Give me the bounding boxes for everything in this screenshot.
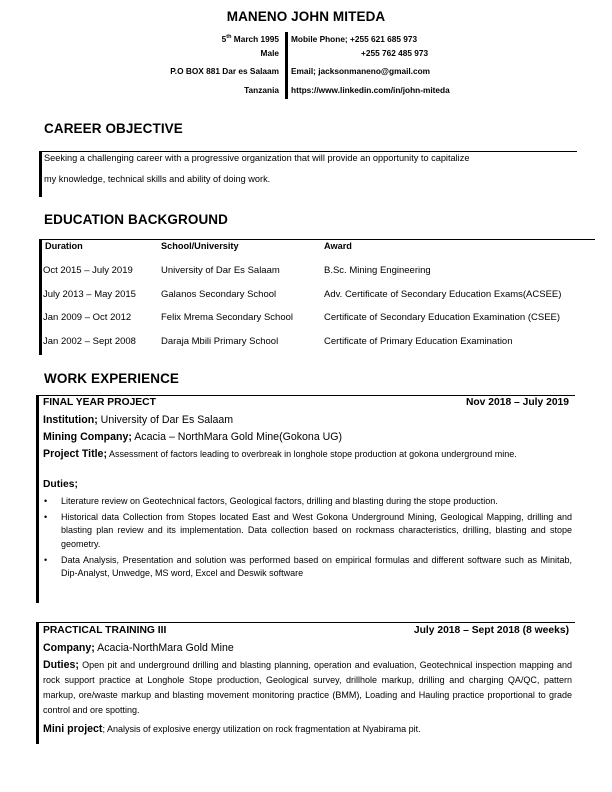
job-company: Mining Company; Acacia – NorthMara Gold Mine(Gokona UG) bbox=[43, 431, 343, 443]
job-dates: July 2018 – Sept 2018 (8 weeks) bbox=[413, 625, 569, 636]
job-practical-training bbox=[36, 622, 575, 744]
education-title: EDUCATION BACKGROUND bbox=[44, 212, 228, 227]
email[interactable]: Email; jacksonmaneno@gmail.com bbox=[291, 66, 431, 76]
table-row-award: Adv. Certificate of Secondary Education Exams(ACSEE) bbox=[324, 289, 562, 300]
table-row-duration: Oct 2015 – July 2019 bbox=[43, 265, 133, 276]
list-item: • Literature review on Geotechnical factors, Geological factors, drilling and blasting during the stope production. bbox=[43, 495, 572, 508]
date-of-birth: 5th March 1995 bbox=[221, 34, 279, 44]
table-row-duration: Jan 2009 – Oct 2012 bbox=[43, 312, 132, 323]
job-title: PRACTICAL TRAINING III bbox=[43, 625, 167, 636]
career-objective-box bbox=[39, 151, 577, 197]
career-objective-title: CAREER OBJECTIVE bbox=[44, 121, 183, 136]
table-row-school: Felix Mrema Secondary School bbox=[161, 312, 293, 323]
job-duties-label: Duties; bbox=[43, 479, 78, 490]
mobile-phone: Mobile Phone; +255 621 685 973 bbox=[291, 34, 418, 44]
list-item: • Historical data Collection from Stopes located East and West Gokona Underground Mining, Geological Mapping, drilling and blasting plan review and its implementation. Data collection based on rockmass characteristics, drilling, blasting and stope geometry. bbox=[43, 511, 572, 551]
job-dates: Nov 2018 – July 2019 bbox=[465, 397, 569, 408]
table-row-school: Galanos Secondary School bbox=[161, 289, 277, 300]
table-row-school: Daraja Mbili Primary School bbox=[161, 336, 279, 347]
table-row-award: Certificate of Primary Education Examination bbox=[324, 336, 513, 347]
work-experience-title: WORK EXPERIENCE bbox=[44, 371, 180, 386]
job-duties-list bbox=[43, 495, 572, 583]
job-institution: Institution; University of Dar Es Salaam bbox=[43, 414, 234, 426]
table-row-award: Certificate of Secondary Education Examination (CSEE) bbox=[324, 312, 561, 323]
column-header-school: School/University bbox=[161, 241, 239, 251]
job-final-year-project bbox=[36, 395, 575, 603]
column-header-duration: Duration bbox=[45, 241, 83, 251]
table-row-duration: July 2013 – May 2015 bbox=[43, 289, 136, 300]
postal-address: P.O BOX 881 Dar es Salaam bbox=[170, 66, 279, 76]
country: Tanzania bbox=[244, 85, 279, 95]
job-title: FINAL YEAR PROJECT bbox=[43, 397, 156, 408]
linkedin-link[interactable]: https://www.linkedin.com/in/john-miteda bbox=[291, 85, 450, 95]
education-table bbox=[39, 239, 595, 355]
column-header-award: Award bbox=[324, 241, 352, 251]
list-item: • Data Analysis, Presentation and solution was performed based on empirical formulas and different software such as Minitab, Dip-Analyst, Unwedge, MS word, Excel and Deswik software bbox=[43, 554, 572, 580]
candidate-name: MANENO JOHN MITEDA bbox=[226, 9, 386, 24]
table-row-award: B.Sc. Mining Engineering bbox=[324, 265, 431, 276]
gender: Male bbox=[260, 48, 279, 58]
job-mini-project: Mini project; Analysis of explosive energy utilization on rock fragmentation at Nyabirama pit. bbox=[43, 723, 421, 735]
career-objective-line-1: Seeking a challenging career with a progressive organization that will provide an opportunity to capitalize bbox=[44, 153, 470, 163]
table-row-duration: Jan 2002 – Sept 2008 bbox=[43, 336, 136, 347]
mobile-phone-2: +255 762 485 973 bbox=[361, 48, 429, 58]
job-duties: Duties; Open pit and underground drilling and blasting planning, operation and evaluation, Geotechnical inspection mapping and rock support practice at Longhole Stope production, Geological survey, drillhole markup, drilling and charging QA/QC, pattern markup, ore/waste markup and blasting movement monitoring practice (BMM), Loading and Hauling practice proportional to grade control and ore spotting. bbox=[43, 659, 572, 715]
job-project-title: Project Title; Assessment of factors leading to overbreak in longhole stope production at gokona underground mine. bbox=[43, 448, 517, 460]
header-divider bbox=[285, 32, 288, 99]
career-objective-line-2: my knowledge, technical skills and ability of doing work. bbox=[44, 174, 271, 184]
job-company: Company; Acacia-NorthMara Gold Mine bbox=[43, 642, 234, 654]
table-row-school: University of Dar Es Salaam bbox=[161, 265, 280, 276]
